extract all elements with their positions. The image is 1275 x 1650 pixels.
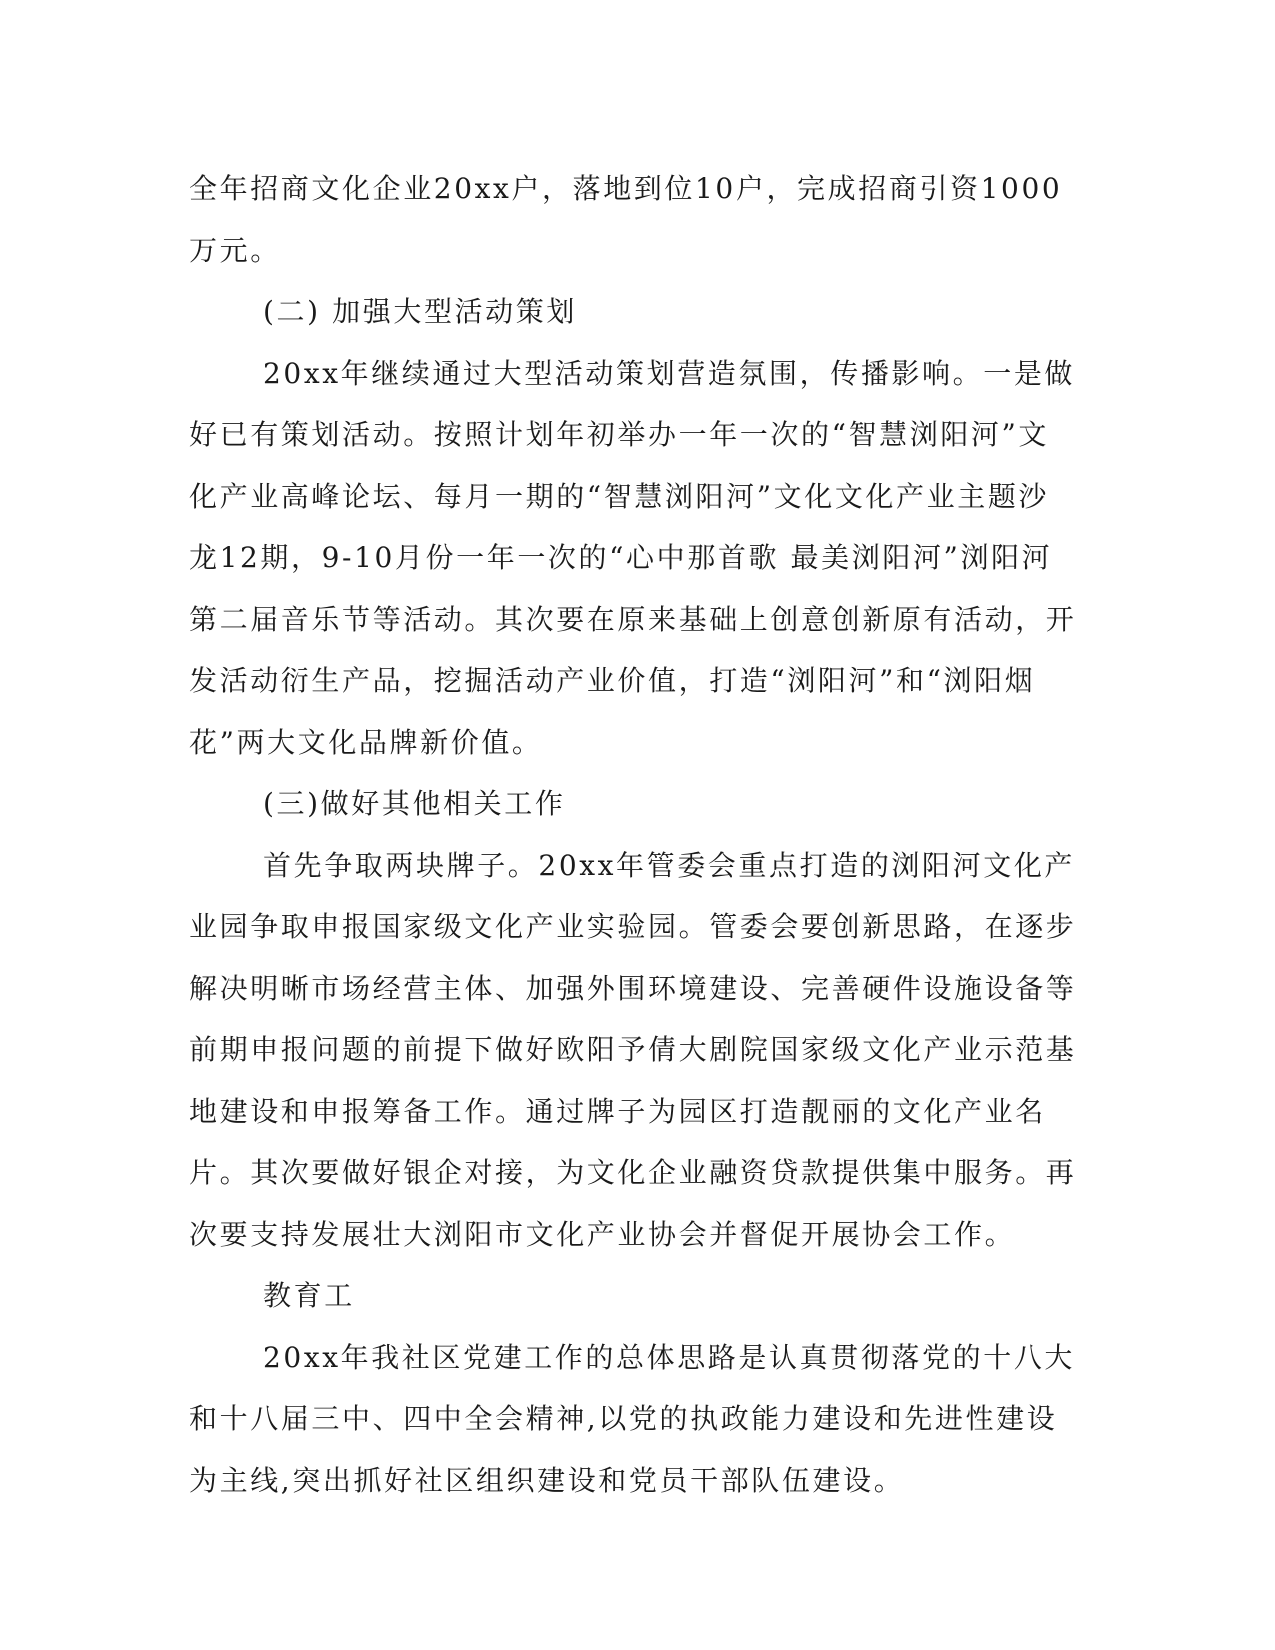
heading-education: 教育工 (263, 1279, 355, 1312)
paragraph-other-work: 首先争取两块牌子。20xx年管委会重点打造的浏阳河文化产业园争取申报国家级文化产业实验园。管委会要创新思路，在逐步解决明晰市场经营主体、加强外围环境建设、完善硬件设施设备等前期申报问题的前提下做好欧阳予倩大剧院国家级文化产业示范基地建设和申报筹备工作。通过牌子为园区打造靓丽的文化产业名片。其次要做好银企对接，为文化企业融资贷款提供集中服务。再次要支持发展壮大浏阳市文化产业协会并督促开展协会工作。 (189, 848, 1077, 1251)
document-body (189, 158, 1079, 1511)
section-heading-2: (二) 加强大型活动策划 (263, 295, 577, 328)
section-heading-3: (三)做好其他相关工作 (263, 787, 566, 820)
paragraph-continuation: 全年招商文化企业20xx户，落地到位10户，完成招商引资1000万元。 (189, 172, 1063, 267)
paragraph-events: 20xx年继续通过大型活动策划营造氛围，传播影响。一是做好已有策划活动。按照计划年初举办一年一次的“智慧浏阳河”文化产业高峰论坛、每月一期的“智慧浏阳河”文化文化产业主题沙龙12期，9-10月份一年一次的“心中那首歌 最美浏阳河”浏阳河第二届音乐节等活动。其次要在原来基础上创意创新原有活动，开发活动衍生产品，挖掘活动产业价值，打造“浏阳河”和“浏阳烟花”两大文化品牌新价值。 (189, 356, 1077, 759)
paragraph-party-building: 20xx年我社区党建工作的总体思路是认真贯彻落党的十八大和十八届三中、四中全会精神,以党的执政能力建设和先进性建设为主线,突出抓好社区组织建设和党员干部队伍建设。 (189, 1340, 1076, 1497)
